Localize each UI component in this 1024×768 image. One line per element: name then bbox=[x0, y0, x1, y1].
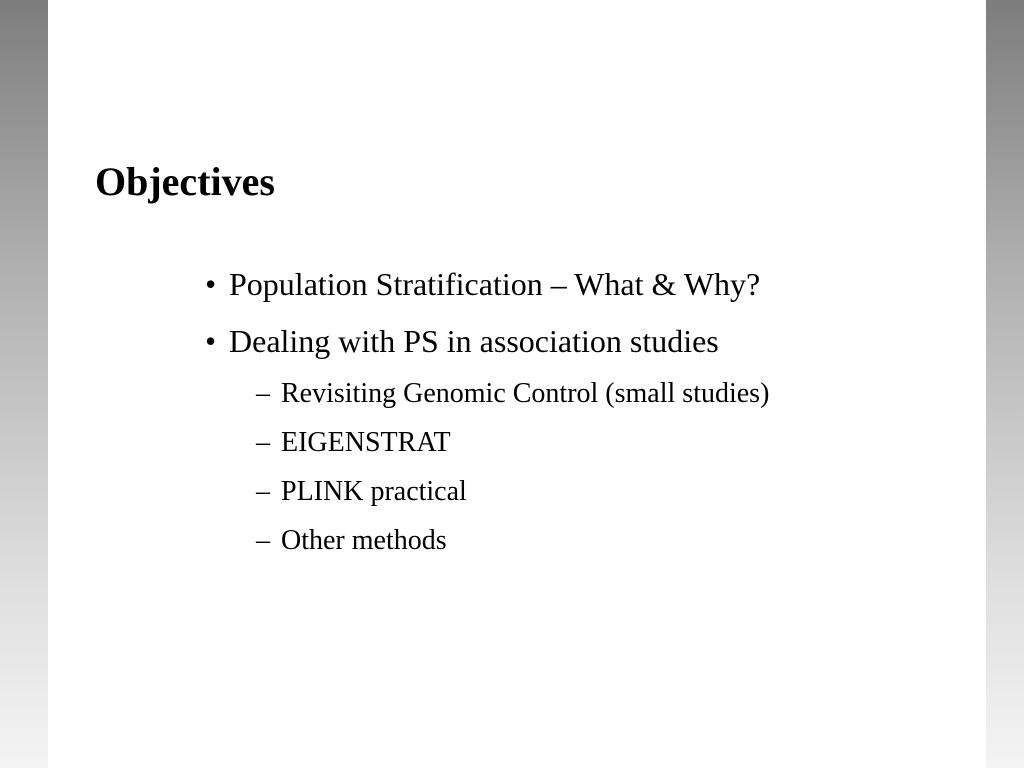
sub-bullet-text: PLINK practical bbox=[281, 476, 467, 507]
slide bbox=[48, 0, 986, 768]
bullet-marker: • bbox=[205, 266, 217, 302]
sub-bullet-marker: – bbox=[256, 427, 270, 458]
sub-bullet-text: Revisiting Genomic Control (small studies) bbox=[281, 378, 770, 409]
sub-bullet-marker: – bbox=[256, 378, 270, 409]
sub-bullet-marker: – bbox=[256, 525, 270, 556]
bullet-marker: • bbox=[205, 323, 217, 359]
bullet-item bbox=[205, 322, 719, 360]
sub-bullet-item bbox=[256, 426, 451, 460]
sub-bullet-item bbox=[256, 524, 447, 558]
sub-bullet-text: Other methods bbox=[281, 525, 447, 556]
sub-bullet-text: EIGENSTRAT bbox=[281, 427, 451, 458]
sub-bullet-marker: – bbox=[256, 476, 270, 507]
bullet-item bbox=[205, 265, 760, 303]
sub-bullet-item bbox=[256, 377, 769, 411]
bullet-text: Population Stratification – What & Why? bbox=[229, 266, 761, 302]
sub-bullet-item bbox=[256, 475, 467, 509]
slide-title: Objectives bbox=[95, 159, 275, 204]
bullet-text: Dealing with PS in association studies bbox=[229, 323, 719, 359]
